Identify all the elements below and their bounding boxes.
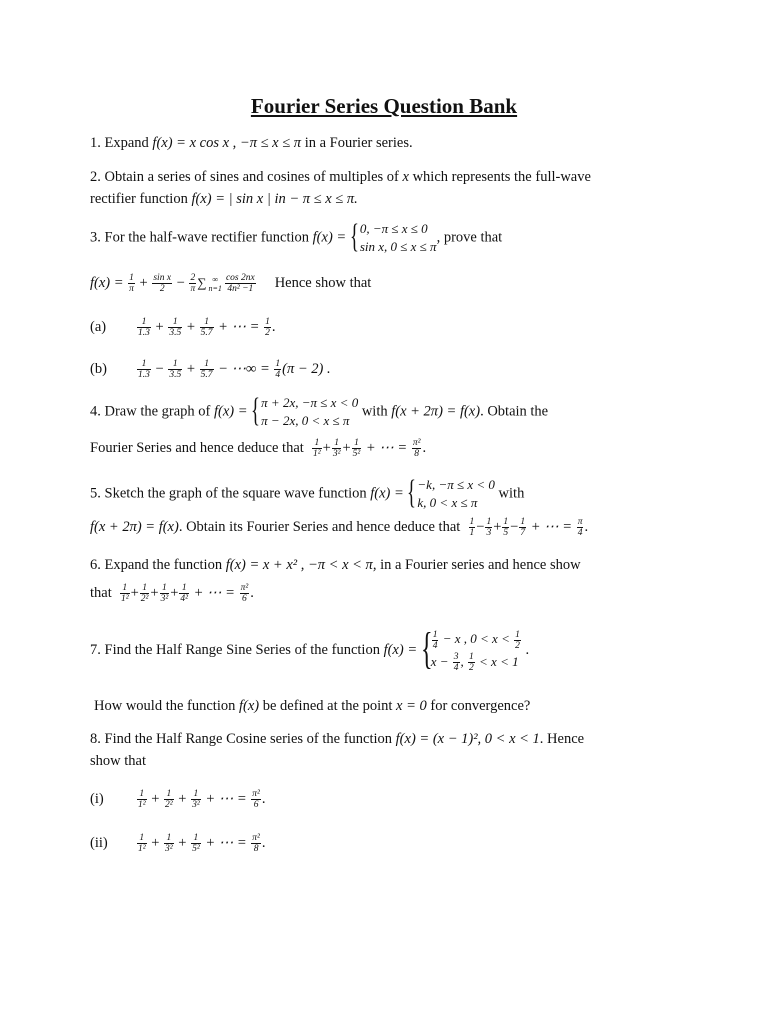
q1-math: f(x) = x cos x , −π ≤ x ≤ π — [152, 135, 302, 151]
q3-series-formula — [90, 272, 690, 294]
question-6 — [90, 554, 690, 576]
fraction: $\frac{1}{2}$ — [515, 629, 520, 651]
fraction: $\frac{1}{5.7}$ — [200, 317, 213, 339]
q3-hence: Hence show that — [274, 275, 372, 291]
q5-with: with — [494, 485, 525, 502]
q7-followup — [94, 695, 694, 717]
fraction: $\frac{\text{π²}}{6}$ — [240, 583, 249, 605]
fraction: $\frac{1}{4}$ — [432, 629, 438, 651]
series-tail: + ⋯ = — [362, 440, 411, 456]
q3-text: 3. For the half-wave rectifier function — [90, 229, 313, 246]
q3-series-lhs: f(x) = — [90, 275, 128, 291]
q3-fx: f(x) = — [312, 229, 350, 246]
operator: + — [135, 275, 152, 291]
q5-case-1: −k, −π ≤ x < 0 — [417, 477, 495, 492]
q4-line-2: Fourier Series and hence deduce that $\frac{1}{\text{1²}}$ + $\frac{1}{\text{3²}}$ + $\frac{1}{\text{5²}}$ + ⋯ = $\frac{\text{π²}}{8}$ . — [90, 438, 427, 460]
q6-text: 6. Expand the function — [90, 557, 226, 573]
q8-text-end: . Hence — [539, 731, 585, 747]
sum-limits: ∞ n=1 — [208, 274, 222, 293]
q7-case-1: $\frac{1}{4}$ − x , 0 < x < $\frac{1}{2}$ — [432, 629, 520, 651]
summation-sign: ∑ — [197, 275, 207, 290]
question-5 — [90, 476, 690, 512]
series-tail: + ⋯ = — [201, 835, 251, 851]
q7-case-2: x − $\frac{3}{4}$ , $\frac{1}{2}$ < x < 1 — [430, 652, 519, 674]
q8-math: f(x) = (x − 1)², 0 < x < 1 — [395, 731, 540, 747]
page-title: Fourier Series Question Bank — [250, 94, 518, 118]
q8-line2: show that — [90, 753, 146, 769]
fraction: $\frac{1}{3}$ — [486, 517, 492, 539]
q8-part-ii: (ii) $\frac{1}{\text{1²}}$ + $\frac{1}{\text{3²}}$ + $\frac{1}{\text{5²}}$ + ⋯ = $\frac{\text{π²}}{8}$ . — [90, 833, 266, 855]
q7-followup-end: for convergence? — [426, 698, 531, 714]
q7-followup-mid: be defined at the point — [259, 698, 397, 714]
series-tail: + ⋯ = — [201, 791, 251, 807]
q3-case-1: 0, −π ≤ x ≤ 0 — [359, 221, 428, 236]
operator: − — [173, 275, 189, 291]
q3-text-end: , prove that — [436, 229, 503, 246]
fraction: $\frac{1}{\text{1²}}$ — [138, 833, 146, 855]
fraction: $\frac{\text{π²}}{8}$ — [252, 833, 260, 855]
question-7 — [90, 624, 690, 674]
q6-math: f(x) = x + x² , −π < x < π, — [225, 557, 377, 573]
q7-text: 7. Find the Half Range Sine Series of the function — [90, 641, 384, 658]
question-8 — [90, 728, 690, 772]
q5-fx: f(x) = — [370, 485, 408, 502]
q2-text: 2. Obtain a series of sines and cosines of multiples of — [90, 169, 403, 185]
q2-text-mid: which represents the full-wave — [408, 169, 591, 185]
fraction: $\frac{1}{3.5}$ — [169, 359, 182, 381]
q7-piecewise: { $\frac{1}{4}$ − x , 0 < x < $\frac{1}{2}$ x − $\frac{3}{4}$ , $\frac{1}{2}$ < x < 1 — [420, 624, 520, 674]
fraction: $\frac{3}{4}$ — [453, 652, 459, 674]
part-label-b: (b) — [90, 361, 107, 377]
fraction: $\frac{1}{1.3}$ — [138, 359, 150, 381]
q4-period: f(x + 2π) = f(x) — [391, 403, 481, 420]
q2-math: f(x) = | sin x | in − π ≤ x ≤ π. — [191, 191, 358, 207]
series-tail: + ⋯ = — [214, 319, 264, 335]
q2-var: x — [402, 169, 409, 185]
fraction: $\frac{1}{3.5}$ — [169, 317, 182, 339]
series-tail: + ⋯ = — [190, 585, 239, 601]
fraction: $\frac{1}{\text{3²}}$ — [192, 789, 200, 811]
q6-text-end: in a Fourier series and hence show — [376, 557, 581, 573]
series-tail: + ⋯ = — [527, 519, 576, 535]
fraction: $\frac{1}{\text{3²}}$ — [160, 583, 169, 605]
fraction: $\frac{1}{5.7}$ — [200, 359, 213, 381]
fraction: $\frac{1}{\pi}$ — [129, 273, 134, 295]
fraction: $\frac{1}{\text{2²}}$ — [165, 789, 173, 811]
series-rest: (π − 2) . — [282, 361, 331, 377]
fraction: $\frac{\text{π²}}{6}$ — [252, 789, 260, 811]
q5-line2-text: . Obtain its Fourier Series and hence deduce that — [178, 519, 461, 535]
q3-part-a: (a) $\frac{1}{1.3}$ + $\frac{1}{3.5}$ + $\frac{1}{5.7}$ + ⋯ = $\frac{1}{2}$ . — [90, 317, 276, 339]
q8-text: 8. Find the Half Range Cosine series of the function — [90, 731, 396, 747]
q5-piecewise: { −k, −π ≤ x < 0 k, 0 < x ≤ π — [407, 474, 495, 511]
q5-text: 5. Sketch the graph of the square wave function — [90, 485, 371, 502]
q3-part-b: (b) $\frac{1}{1.3}$ − $\frac{1}{3.5}$ + $\frac{1}{5.7}$ − ⋯∞ = $\frac{1}{4}$ (π − 2) . — [90, 359, 331, 381]
question-3 — [90, 220, 690, 256]
fraction: $\frac{2}{\pi}$ — [190, 273, 196, 295]
fraction: $\frac{\text{sin x}}{2}$ — [153, 273, 172, 295]
q4-text: 4. Draw the graph of — [90, 403, 215, 420]
fraction: $\frac{\text{π²}}{8}$ — [412, 438, 421, 460]
question-2 — [90, 166, 690, 210]
q4-line2-text: Fourier Series and hence deduce that — [90, 440, 304, 456]
q5-case-2: k, 0 < x ≤ π — [417, 495, 478, 510]
q5-period: f(x + 2π) = f(x) — [90, 519, 179, 535]
q4-fx: f(x) = — [214, 403, 252, 420]
q6-line2-text: that — [90, 585, 112, 601]
part-label-i: (i) — [90, 791, 104, 807]
q6-line-2: that $\frac{1}{\text{1²}}$ + $\frac{1}{\text{2²}}$ + $\frac{1}{\text{3²}}$ + $\frac{1}{\text{4²}}$ + ⋯ = $\frac{\text{π²}}{6}$ . — [90, 583, 254, 605]
series-tail: − ⋯∞ = — [214, 361, 274, 377]
part-label-a: (a) — [90, 319, 107, 335]
fraction: $\frac{1}{5}$ — [503, 517, 509, 539]
q4-with: with — [358, 403, 392, 420]
q1-text: 1. Expand — [90, 135, 153, 151]
q4-case-1: π + 2x, −π ≤ x < 0 — [261, 395, 359, 410]
q7-followup-text: How would the function — [94, 698, 239, 714]
fraction: $\frac{1}{\text{1²}}$ — [138, 789, 146, 811]
fraction: $\frac{1}{\text{5²}}$ — [192, 833, 200, 855]
q4-case-2: π − 2x, 0 < x ≤ π — [261, 413, 350, 428]
fraction: $\frac{1}{\text{3²}}$ — [165, 833, 173, 855]
fraction: $\frac{1}{\text{5²}}$ — [352, 438, 361, 460]
fraction: $\frac{1}{2}$ — [265, 317, 270, 339]
q7-fx: f(x) = — [383, 641, 421, 658]
fraction: $\frac{1}{7}$ — [520, 517, 526, 539]
q7-text-end: . — [521, 641, 530, 658]
question-1 — [90, 132, 690, 154]
q4-piecewise: { π + 2x, −π ≤ x < 0 π − 2x, 0 < x ≤ π — [251, 392, 359, 429]
q8-part-i: (i) $\frac{1}{\text{1²}}$ + $\frac{1}{\text{2²}}$ + $\frac{1}{\text{3²}}$ + ⋯ = $\frac{\text{π²}}{6}$ . — [90, 789, 266, 811]
fraction: $\frac{1}{\text{1²}}$ — [313, 438, 321, 460]
part-label-ii: (ii) — [90, 835, 108, 851]
fraction: $\frac{\pi}{4}$ — [577, 517, 583, 539]
fraction: $\frac{\cos 2nx}{\text{4n² −1}}$ — [225, 273, 255, 295]
q3-piecewise: { 0, −π ≤ x ≤ 0 sin x, 0 ≤ x ≤ π — [349, 218, 437, 255]
question-4 — [90, 394, 690, 430]
fraction: $\frac{1}{\text{1²}}$ — [121, 583, 129, 605]
fraction: $\frac{1}{4}$ — [275, 359, 281, 381]
q7-followup-fx: f(x) — [238, 698, 260, 714]
q4-text-end: . Obtain the — [480, 403, 549, 420]
fraction: $\frac{1}{\text{3²}}$ — [332, 438, 341, 460]
q5-line-2: f(x + 2π) = f(x). Obtain its Fourier Series and hence deduce that $\frac{1}{1}$ − $\frac{1}{3}$ + $\frac{1}{5}$ − $\frac{1}{7}$ + ⋯ = $\frac{\pi}{4}$ . — [90, 517, 589, 539]
fraction: $\frac{1}{1.3}$ — [138, 317, 150, 339]
fraction: $\frac{1}{\text{4²}}$ — [180, 583, 188, 605]
fraction: $\frac{1}{2}$ — [469, 652, 474, 674]
fraction: $\frac{1}{1}$ — [469, 517, 475, 539]
fraction: $\frac{1}{\text{2²}}$ — [140, 583, 149, 605]
q7-followup-point: x = 0 — [396, 698, 427, 714]
q2-line2: rectifier function — [90, 191, 192, 207]
q1-text-end: in a Fourier series. — [301, 135, 413, 151]
q3-case-2: sin x, 0 ≤ x ≤ π — [359, 239, 437, 254]
